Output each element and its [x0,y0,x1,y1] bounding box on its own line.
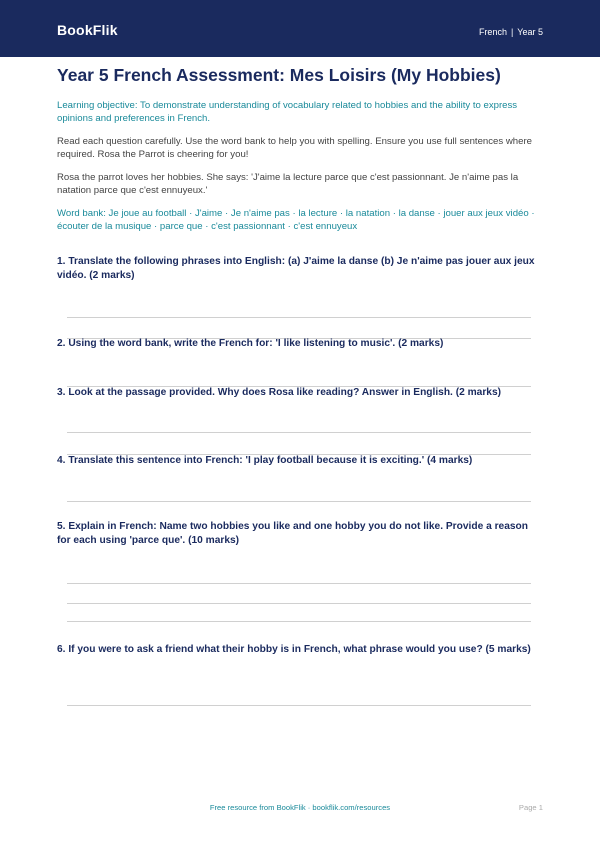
question-6: 6. If you were to ask a friend what their hobby is in French, what phrase would you use? (5 marks) [57,644,531,655]
year-label: Year 5 [517,27,543,37]
answer-line[interactable] [67,501,531,502]
answer-line[interactable] [67,705,531,706]
word-bank: Word bank: Je joue au football · J'aime · Je n'aime pas · la lecture · la natation · la danse · jouer aux jeux vidéo · écouter de la musique · parce que · c'est passionnant · c'est ennuyeux [57,208,535,232]
answer-line[interactable] [67,317,531,318]
header-separator: | [510,27,514,37]
intro-section [57,64,543,233]
learning-objective: Learning objective: To demonstrate understanding of vocabulary related to hobbies and the ability to express opinions and preferences in French. [57,100,518,124]
answer-line[interactable] [67,432,531,433]
answer-line[interactable] [67,621,531,622]
page-header [0,0,600,57]
question-3: 3. Look at the passage provided. Why does Rosa like reading? Answer in English. (2 marks) [57,387,502,398]
page-title: Year 5 French Assessment: Mes Loisirs (My Hobbies) [57,65,501,85]
footer-source[interactable]: Free resource from BookFlik · bookflik.com/resources [209,803,391,812]
question-5: 5. Explain in French: Name two hobbies you like and one hobby you do not like. Provide a reason for each using 'parce que'. (10 marks) [57,521,528,546]
instructions-text: Read each question carefully. Use the word bank to help you with spelling. Ensure you use full sentences where required. Rosa the Parrot is cheering for you! [57,136,532,160]
page-number: Page 1 [518,803,543,812]
question-1: 1. Translate the following phrases into English: (a) J'aime la danse (b) Je n'aime pas jouer aux jeux vidéo. (2 marks) [57,256,535,281]
subject-year-label [479,27,543,37]
answer-line[interactable] [67,603,531,604]
brand-logo-text[interactable]: BookFlik [57,22,118,38]
subject-label: French [478,27,507,37]
answer-line[interactable] [67,583,531,584]
question-2: 2. Using the word bank, write the French for: 'I like listening to music'. (2 marks) [57,338,444,349]
passage-text: Rosa the parrot loves her hobbies. She says: 'J'aime la lecture parce que c'est passionnant. Je n'aime pas la natation parce que c'est ennuyeux.' [57,172,519,196]
question-4: 4. Translate this sentence into French: 'I play football because it is exciting.' (4 marks) [57,455,473,466]
